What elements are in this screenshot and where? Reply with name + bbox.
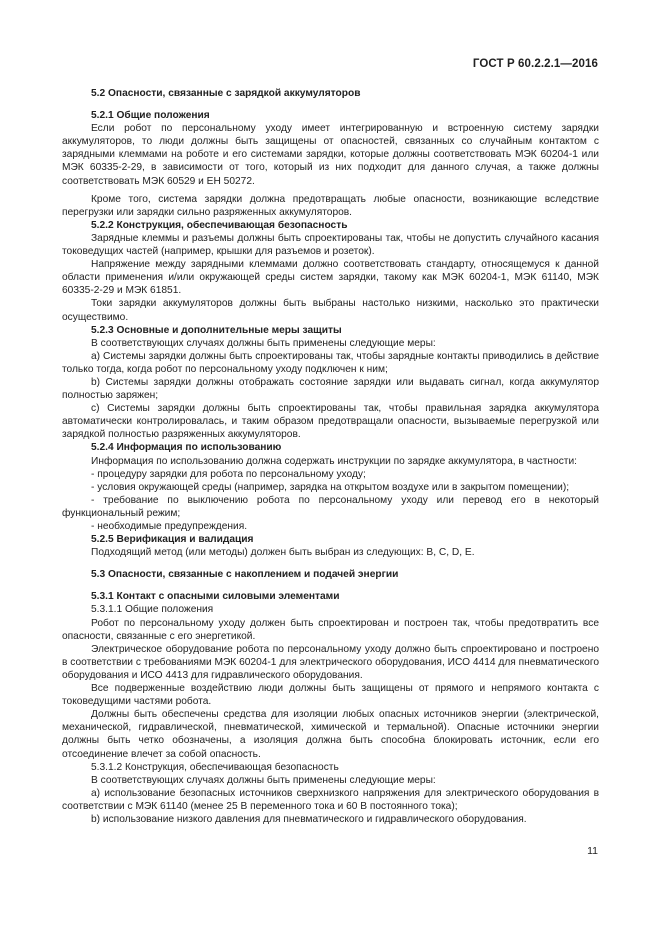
paragraph: Робот по персональному уходу должен быть спроектирован и построен так, чтобы предотвратить все опасности, связанные с его энергетикой. (62, 617, 599, 642)
page-number: 11 (587, 845, 598, 857)
list-item: - процедуру зарядки для робота по персональному уходу; (91, 468, 366, 480)
paragraph: Подходящий метод (или методы) должен быть выбран из следующих: В, С, D, Е. (91, 547, 475, 559)
paragraph: Напряжение между зарядными клеммами должно соответствовать стандарту, относящемуся к данной области применения и/или окружающей среды систем зарядки, такому как МЭК 60204-1, МЭК 61140, МЭК 60335-2-29 и МЭК 61851. (62, 259, 599, 297)
section-5-2-2-title: 5.2.2 Конструкция, обеспечивающая безопасность (91, 219, 348, 231)
section-5-3-1-2-title: 5.3.1.2 Конструкция, обеспечивающая безопасность (91, 761, 339, 773)
list-item: - условия окружающей среды (например, зарядка на открытом воздухе или в закрытом помещении); (91, 481, 570, 493)
section-5-2-5-title: 5.2.5 Верификация и валидация (91, 534, 254, 546)
paragraph: Информация по использованию должна содержать инструкции по зарядке аккумулятора, в частности: (91, 455, 577, 467)
list-item: b) Системы зарядки должны отображать состояние зарядки или выдавать сигнал, когда аккумулятор полностью заряжен; (62, 376, 599, 402)
section-5-3-1-1-title: 5.3.1.1 Общие положения (91, 604, 214, 616)
paragraph: Электрическое оборудование робота по персональному уходу должно быть спроектировано и построено в соответствии с требованиями МЭК 60204-1 для электрического оборудования, ИСО 4414 для пневматического оборудования и ИСО 4413 для гидравлического оборудования. (62, 643, 599, 681)
page-content (62, 87, 599, 826)
section-5-2-4-title: 5.2.4 Информация по использованию (91, 442, 282, 454)
paragraph: В соответствующих случаях должны быть применены следующие меры: (91, 337, 436, 349)
list-item: - необходимые предупреждения. (91, 521, 248, 532)
list-item: - требование по выключению робота по персональному уходу или перевод его в некоторый функциональный режим; (62, 494, 599, 519)
section-5-2-1-title: 5.2.1 Общие положения (91, 110, 210, 122)
paragraph: В соответствующих случаях должны быть применены следующие меры: (91, 774, 436, 786)
section-5-2-3-title: 5.2.3 Основные и дополнительные меры защиты (91, 324, 342, 336)
paragraph: Зарядные клеммы и разъемы должны быть спроектированы так, чтобы не допустить случайного касания токоведущих частей (например, крышки для разъемов и розеток). (62, 232, 599, 258)
standard-header: ГОСТ Р 60.2.2.1—2016 (472, 58, 598, 70)
paragraph: Токи зарядки аккумуляторов должны быть выбраны настолько низкими, насколько это практически осуществимо. (62, 298, 599, 323)
list-item: с) Системы зарядки должны быть спроектированы так, чтобы правильная зарядка аккумулятора автоматически контролировалась, и таким образом предотвращали опасности, вызываемые перегрузкой или зарядкой полностью разряженных аккумуляторов. (62, 403, 599, 441)
paragraph: Все подверженные воздействию люди должны быть защищены от прямого и непрямого контакта с токоведущими частями робота. (62, 683, 599, 708)
paragraph: Кроме того, система зарядки должна предотвращать любые опасности, возникающие вследствие перегрузки или зарядки сильно разряженных аккумуляторов. (62, 193, 599, 218)
section-5-3-title: 5.3 Опасности, связанные с накоплением и подачей энергии (91, 569, 399, 581)
section-5-2-title: 5.2 Опасности, связанные с зарядкой аккумуляторов (91, 88, 361, 99)
list-item: а) Системы зарядки должны быть спроектированы так, чтобы зарядные контакты приводились в действие только тогда, когда робот по персональному уходу подключен к ним; (62, 350, 599, 375)
paragraph: Должны быть обеспечены средства для изоляции любых опасных источников энергии (электрической, механической, гидравлической, пневматической, химической и термальной). Опасные источники энергии должны быть четко обозначены, а изоляция должна быть способна блокировать источник, если его отсоединение влечет за собой опасность. (62, 709, 599, 760)
section-5-3-1-title: 5.3.1 Контакт с опасными силовыми элементами (91, 591, 340, 603)
list-item: а) использование безопасных источников сверхнизкого напряжения для электрического оборудования в соответствии с МЭК 61140 (менее 25 В переменного тока и 60 В постоянного тока); (62, 787, 599, 812)
list-item: b) использование низкого давления для пневматического и гидравлического оборудования. (91, 813, 527, 825)
paragraph: Если робот по персональному уходу имеет интегрированную и встроенную систему зарядки аккумуляторов, то люди должны быть защищены от опасностей, связанных со случайным контактом с зарядными клеммами на роботе и его системами зарядки, которые должны соответствовать МЭК 60204-1 или МЭК 60335-2-29, в зависимости от того, который из них подходит для данного случая, а также должны соответствовать МЭК 60529 и ЕН 50272. (62, 123, 599, 187)
